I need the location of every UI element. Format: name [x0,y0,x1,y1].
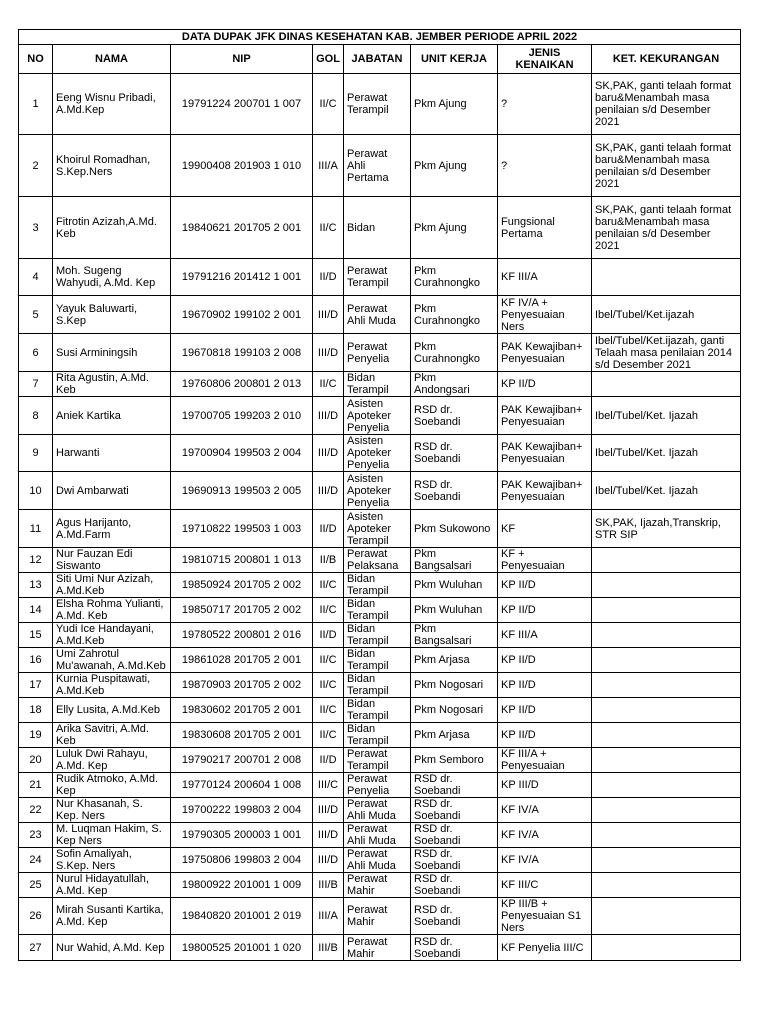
cell-gol: III/D [313,472,344,510]
table-row [19,723,741,748]
cell-jabatan: Asisten Apoteker Penyelia [344,435,411,472]
cell-nama: Nurul Hidayatullah, A.Md. Kep [53,873,171,898]
cell-no: 10 [19,472,53,510]
cell-jenis-kenaikan: KF III/A [498,259,592,296]
cell-no: 12 [19,548,53,573]
cell-nama: Yudi Ice Handayani, A.Md.Keb [53,623,171,648]
cell-nama: Elsha Rohma Yulianti, A.Md. Keb [53,598,171,623]
cell-nama: Nur Fauzan Edi Siswanto [53,548,171,573]
cell-jenis-kenaikan: KP II/D [498,723,592,748]
cell-gol: III/D [313,397,344,435]
cell-no: 3 [19,197,53,259]
cell-nama: Siti Umi Nur Azizah, A.Md.Keb [53,573,171,598]
cell-nama: Kurnia Puspitawati, A.Md.Keb [53,673,171,698]
cell-unit-kerja: Pkm Wuluhan [411,598,498,623]
cell-jenis-kenaikan: PAK Kewajiban+ Penyesuaian [498,435,592,472]
cell-jabatan: Perawat Ahli Muda [344,848,411,873]
cell-jabatan: Perawat Mahir [344,935,411,961]
cell-ket-kekurangan [592,723,741,748]
cell-nama: Eeng Wisnu Pribadi, A.Md.Kep [53,74,171,135]
cell-ket-kekurangan: SK,PAK, ganti telaah format baru&Menambah masa penilaian s/d Desember 2021 [592,197,741,259]
header-row [19,45,741,74]
cell-gol: III/A [313,898,344,935]
cell-jabatan: Asisten Apoteker Penyelia [344,397,411,435]
cell-no: 27 [19,935,53,961]
cell-jabatan: Perawat Ahli Muda [344,296,411,334]
cell-nama: M. Luqman Hakim, S. Kep Ners [53,823,171,848]
table-row [19,598,741,623]
cell-gol: II/D [313,259,344,296]
cell-unit-kerja: Pkm Sukowono [411,510,498,548]
cell-ket-kekurangan [592,698,741,723]
cell-jenis-kenaikan: KF IV/A [498,798,592,823]
cell-unit-kerja: Pkm Semboro [411,748,498,773]
cell-jenis-kenaikan: KF [498,510,592,548]
cell-gol: II/C [313,74,344,135]
cell-ket-kekurangan [592,573,741,598]
cell-nip: 19850717 201705 2 002 [171,598,313,623]
cell-nama: Fitrotin Azizah,A.Md. Keb [53,197,171,259]
cell-ket-kekurangan [592,623,741,648]
table-row [19,823,741,848]
cell-ket-kekurangan [592,673,741,698]
table-row [19,748,741,773]
table-row [19,435,741,472]
cell-unit-kerja: RSD dr. Soebandi [411,798,498,823]
cell-gol: II/C [313,372,344,397]
cell-gol: II/B [313,548,344,573]
cell-gol: II/C [313,673,344,698]
col-header-nama: NAMA [53,45,171,74]
cell-nip: 19870903 201705 2 002 [171,673,313,698]
cell-no: 18 [19,698,53,723]
cell-nama: Susi Arminingsih [53,334,171,372]
cell-no: 6 [19,334,53,372]
cell-ket-kekurangan [592,848,741,873]
cell-ket-kekurangan: Ibel/Tubel/Ket. Ijazah [592,435,741,472]
cell-nama: Aniek Kartika [53,397,171,435]
cell-jabatan: Bidan Terampil [344,648,411,673]
cell-jenis-kenaikan: KF Penyelia III/C [498,935,592,961]
table-row [19,334,741,372]
cell-gol: II/C [313,573,344,598]
cell-no: 14 [19,598,53,623]
cell-ket-kekurangan [592,798,741,823]
cell-gol: II/C [313,648,344,673]
cell-jenis-kenaikan: KF III/A + Penyesuaian [498,748,592,773]
cell-unit-kerja: RSD dr. Soebandi [411,873,498,898]
table-body [19,74,741,961]
table-row [19,648,741,673]
table-row [19,372,741,397]
cell-unit-kerja: Pkm Curahnongko [411,259,498,296]
cell-jenis-kenaikan: KF IV/A [498,848,592,873]
cell-gol: III/D [313,334,344,372]
cell-ket-kekurangan [592,598,741,623]
cell-nama: Rudik Atmoko, A.Md. Kep [53,773,171,798]
col-header-jenis-kenaikan: JENIS KENAIKAN [498,45,592,74]
cell-jenis-kenaikan: KP III/B + Penyesuaian S1 Ners [498,898,592,935]
cell-jabatan: Perawat Terampil [344,748,411,773]
cell-unit-kerja: Pkm Bangsalsari [411,548,498,573]
cell-jenis-kenaikan: KP II/D [498,673,592,698]
cell-nip: 19700222 199803 2 004 [171,798,313,823]
cell-no: 9 [19,435,53,472]
cell-no: 5 [19,296,53,334]
cell-gol: III/D [313,435,344,472]
table-row [19,673,741,698]
cell-ket-kekurangan [592,935,741,961]
cell-nama: Rita Agustin, A.Md. Keb [53,372,171,397]
table-row [19,623,741,648]
cell-gol: III/C [313,773,344,798]
cell-nip: 19800922 201001 1 009 [171,873,313,898]
cell-nama: Harwanti [53,435,171,472]
cell-nip: 19810715 200801 1 013 [171,548,313,573]
dupak-table [18,29,741,961]
cell-jabatan: Bidan Terampil [344,723,411,748]
cell-jabatan: Bidan Terampil [344,673,411,698]
table-row [19,935,741,961]
col-header-nip: NIP [171,45,313,74]
cell-ket-kekurangan: Ibel/Tubel/Ket. Ijazah [592,397,741,435]
cell-jenis-kenaikan: ? [498,74,592,135]
cell-nip: 19840820 201001 2 019 [171,898,313,935]
cell-no: 16 [19,648,53,673]
cell-ket-kekurangan [592,748,741,773]
cell-gol: II/D [313,510,344,548]
cell-no: 1 [19,74,53,135]
cell-nip: 19780522 200801 2 016 [171,623,313,648]
cell-jenis-kenaikan: KP II/D [498,372,592,397]
cell-nip: 19770124 200604 1 008 [171,773,313,798]
cell-jenis-kenaikan: KP II/D [498,698,592,723]
cell-nip: 19840621 201705 2 001 [171,197,313,259]
cell-jenis-kenaikan: KF + Penyesuaian [498,548,592,573]
table-row [19,773,741,798]
cell-jenis-kenaikan: PAK Kewajiban+ Penyesuaian [498,334,592,372]
cell-nip: 19670902 199102 2 001 [171,296,313,334]
cell-gol: III/D [313,296,344,334]
cell-jenis-kenaikan: PAK Kewajiban+ Penyesuaian [498,472,592,510]
cell-unit-kerja: RSD dr. Soebandi [411,898,498,935]
cell-nip: 19800525 201001 1 020 [171,935,313,961]
cell-ket-kekurangan [592,873,741,898]
cell-nip: 19760806 200801 2 013 [171,372,313,397]
cell-unit-kerja: Pkm Ajung [411,197,498,259]
cell-nip: 19830608 201705 2 001 [171,723,313,748]
cell-gol: III/B [313,873,344,898]
cell-nip: 19790217 200701 2 008 [171,748,313,773]
cell-nip: 19710822 199503 1 003 [171,510,313,548]
cell-jenis-kenaikan: PAK Kewajiban+ Penyesuaian [498,397,592,435]
cell-jabatan: Bidan Terampil [344,372,411,397]
cell-unit-kerja: Pkm Curahnongko [411,296,498,334]
cell-nama: Elly Lusita, A.Md.Keb [53,698,171,723]
cell-no: 26 [19,898,53,935]
table-row [19,510,741,548]
cell-unit-kerja: RSD dr. Soebandi [411,773,498,798]
table-title: DATA DUPAK JFK DINAS KESEHATAN KAB. JEMBER PERIODE APRIL 2022 [19,30,741,45]
cell-no: 22 [19,798,53,823]
cell-jabatan: Perawat Ahli Pertama [344,135,411,197]
cell-no: 24 [19,848,53,873]
cell-nip: 19850924 201705 2 002 [171,573,313,598]
cell-jenis-kenaikan: KF III/A [498,623,592,648]
cell-jabatan: Perawat Mahir [344,873,411,898]
spreadsheet [18,29,740,961]
cell-unit-kerja: Pkm Ajung [411,135,498,197]
cell-no: 25 [19,873,53,898]
cell-ket-kekurangan [592,773,741,798]
cell-nama: Dwi Ambarwati [53,472,171,510]
cell-unit-kerja: RSD dr. Soebandi [411,435,498,472]
cell-unit-kerja: Pkm Ajung [411,74,498,135]
cell-jabatan: Asisten Apoteker Penyelia [344,472,411,510]
table-row [19,848,741,873]
table-row [19,573,741,598]
cell-nip: 19750806 199803 2 004 [171,848,313,873]
cell-unit-kerja: RSD dr. Soebandi [411,848,498,873]
cell-jenis-kenaikan: KF III/C [498,873,592,898]
cell-jabatan: Perawat Mahir [344,898,411,935]
cell-ket-kekurangan: Ibel/Tubel/Ket.ijazah [592,296,741,334]
cell-unit-kerja: Pkm Arjasa [411,648,498,673]
table-row [19,472,741,510]
cell-ket-kekurangan: SK,PAK, ganti telaah format baru&Menambah masa penilaian s/d Desember 2021 [592,74,741,135]
cell-nama: Sofin Amaliyah, S.Kep. Ners [53,848,171,873]
cell-nama: Nur Khasanah, S. Kep. Ners [53,798,171,823]
col-header-gol: GOL [313,45,344,74]
cell-jabatan: Bidan Terampil [344,573,411,598]
cell-unit-kerja: Pkm Andongsari [411,372,498,397]
cell-gol: II/C [313,197,344,259]
table-row [19,74,741,135]
table-row [19,798,741,823]
table-row [19,873,741,898]
cell-gol: III/D [313,823,344,848]
table-row [19,259,741,296]
table-row [19,397,741,435]
cell-jabatan: Bidan [344,197,411,259]
cell-jenis-kenaikan: KP II/D [498,573,592,598]
cell-gol: III/D [313,798,344,823]
cell-jenis-kenaikan: KF IV/A + Penyesuaian Ners [498,296,592,334]
cell-unit-kerja: Pkm Wuluhan [411,573,498,598]
cell-gol: II/C [313,723,344,748]
cell-jabatan: Perawat Terampil [344,259,411,296]
cell-unit-kerja: Pkm Arjasa [411,723,498,748]
cell-jabatan: Perawat Ahli Muda [344,823,411,848]
cell-nama: Khoirul Romadhan, S.Kep.Ners [53,135,171,197]
cell-ket-kekurangan [592,823,741,848]
cell-no: 21 [19,773,53,798]
table-row [19,197,741,259]
table-row [19,898,741,935]
cell-jabatan: Perawat Terampil [344,74,411,135]
col-header-jabatan: JABATAN [344,45,411,74]
cell-jabatan: Bidan Terampil [344,598,411,623]
cell-no: 20 [19,748,53,773]
cell-jabatan: Perawat Pelaksana [344,548,411,573]
cell-nama: Arika Savitri, A.Md. Keb [53,723,171,748]
cell-gol: II/C [313,598,344,623]
cell-jenis-kenaikan: Fungsional Pertama [498,197,592,259]
cell-no: 19 [19,723,53,748]
cell-unit-kerja: Pkm Nogosari [411,673,498,698]
cell-gol: III/B [313,935,344,961]
table-row [19,548,741,573]
cell-gol: III/A [313,135,344,197]
cell-no: 2 [19,135,53,197]
cell-nip: 19900408 201903 1 010 [171,135,313,197]
col-header-no: NO [19,45,53,74]
cell-jabatan: Bidan Terampil [344,698,411,723]
cell-nama: Yayuk Baluwarti, S.Kep [53,296,171,334]
cell-nip: 19791224 200701 1 007 [171,74,313,135]
cell-nama: Agus Harijanto, A.Md.Farm [53,510,171,548]
cell-gol: III/D [313,848,344,873]
cell-jenis-kenaikan: KP II/D [498,598,592,623]
cell-jenis-kenaikan: KF IV/A [498,823,592,848]
cell-no: 15 [19,623,53,648]
cell-nip: 19670818 199103 2 008 [171,334,313,372]
cell-nip: 19861028 201705 2 001 [171,648,313,673]
cell-no: 11 [19,510,53,548]
cell-nip: 19830602 201705 2 001 [171,698,313,723]
col-header-unit-kerja: UNIT KERJA [411,45,498,74]
cell-ket-kekurangan [592,898,741,935]
cell-nama: Mirah Susanti Kartika, A.Md. Kep [53,898,171,935]
cell-unit-kerja: Pkm Bangsalsari [411,623,498,648]
cell-nama: Umi Zahrotul Mu'awanah, A.Md.Keb [53,648,171,673]
cell-ket-kekurangan: Ibel/Tubel/Ket. Ijazah [592,472,741,510]
cell-nama: Moh. Sugeng Wahyudi, A.Md. Kep [53,259,171,296]
table-row [19,135,741,197]
cell-ket-kekurangan [592,259,741,296]
cell-ket-kekurangan [592,648,741,673]
cell-nip: 19791216 201412 1 001 [171,259,313,296]
cell-no: 17 [19,673,53,698]
cell-ket-kekurangan: SK,PAK, ganti telaah format baru&Menambah masa penilaian s/d Desember 2021 [592,135,741,197]
cell-no: 4 [19,259,53,296]
cell-unit-kerja: RSD dr. Soebandi [411,823,498,848]
cell-nip: 19690913 199503 2 005 [171,472,313,510]
cell-nip: 19700904 199503 2 004 [171,435,313,472]
cell-ket-kekurangan [592,372,741,397]
cell-gol: II/D [313,623,344,648]
cell-gol: II/D [313,748,344,773]
cell-no: 23 [19,823,53,848]
cell-jenis-kenaikan: ? [498,135,592,197]
cell-jenis-kenaikan: KP II/D [498,648,592,673]
cell-ket-kekurangan [592,548,741,573]
cell-no: 7 [19,372,53,397]
cell-unit-kerja: Pkm Curahnongko [411,334,498,372]
cell-jabatan: Perawat Penyelia [344,334,411,372]
col-header-ket-kekurangan: KET. KEKURANGAN [592,45,741,74]
cell-nama: Luluk Dwi Rahayu, A.Md. Kep [53,748,171,773]
cell-jenis-kenaikan: KP III/D [498,773,592,798]
cell-jabatan: Bidan Terampil [344,623,411,648]
cell-no: 8 [19,397,53,435]
cell-jabatan: Asisten Apoteker Terampil [344,510,411,548]
cell-no: 13 [19,573,53,598]
cell-ket-kekurangan: Ibel/Tubel/Ket.ijazah, ganti Telaah masa penilaian 2014 s/d Desember 2021 [592,334,741,372]
table-row [19,698,741,723]
cell-unit-kerja: RSD dr. Soebandi [411,935,498,961]
cell-nip: 19700705 199203 2 010 [171,397,313,435]
cell-jabatan: Perawat Penyelia [344,773,411,798]
cell-gol: II/C [313,698,344,723]
cell-jabatan: Perawat Ahli Muda [344,798,411,823]
cell-nama: Nur Wahid, A.Md. Kep [53,935,171,961]
cell-unit-kerja: Pkm Nogosari [411,698,498,723]
cell-ket-kekurangan: SK,PAK, Ijazah,Transkrip, STR SIP [592,510,741,548]
cell-nip: 19790305 200003 1 001 [171,823,313,848]
cell-unit-kerja: RSD dr. Soebandi [411,472,498,510]
cell-unit-kerja: RSD dr. Soebandi [411,397,498,435]
table-row [19,296,741,334]
